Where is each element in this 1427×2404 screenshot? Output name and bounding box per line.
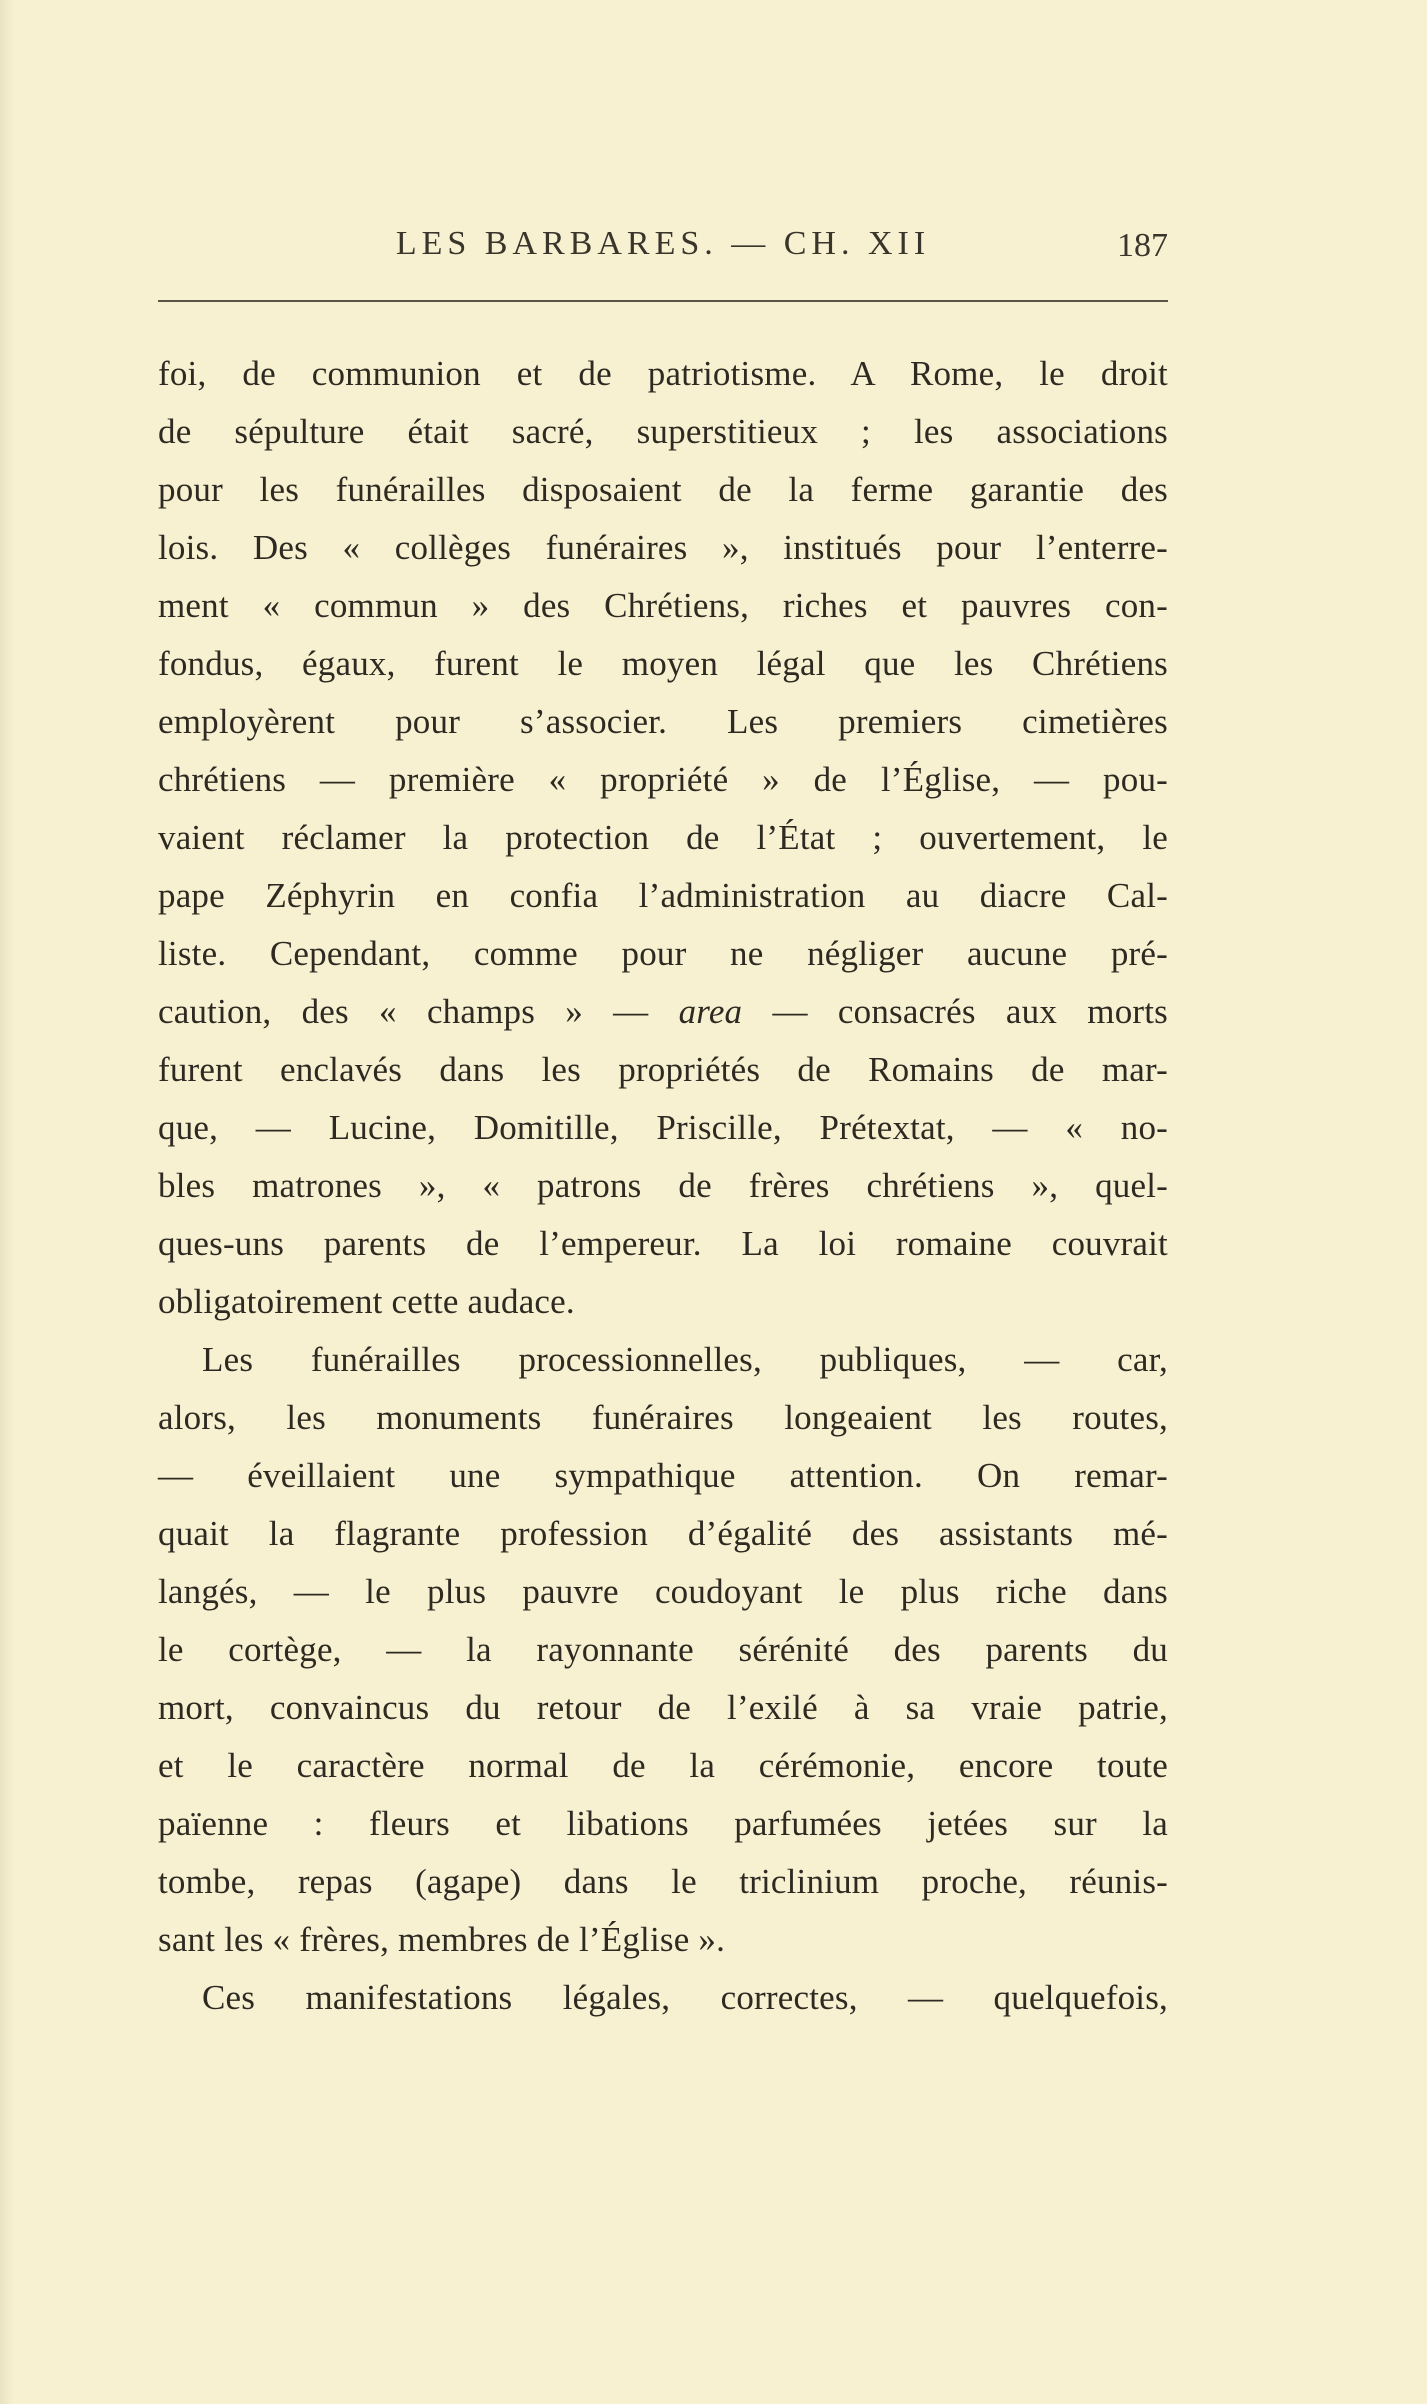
text-line: de sépulture était sacré, superstitieux ; les associations: [158, 412, 1168, 451]
text-line: païenne : fleurs et libations parfumées jetées sur la: [158, 1804, 1168, 1843]
text-line: mort, convaincus du retour de l’exilé à sa vraie patrie,: [158, 1688, 1168, 1727]
text-segment: — consacrés aux morts: [742, 992, 1168, 1031]
header-rule: [158, 300, 1168, 302]
running-title: LES BARBARES. — CH. XII: [395, 225, 931, 262]
paragraph-start: Ces manifestations légales, correctes, — quelquefois,: [202, 1978, 1168, 2017]
text-line: alors, les monuments funéraires longeaient les routes,: [158, 1398, 1168, 1437]
text-line: et le caractère normal de la cérémonie, encore toute: [158, 1746, 1168, 1785]
text-line: chrétiens — première « propriété » de l’Église, — pou-: [158, 760, 1168, 799]
text-line-with-italic: [158, 983, 1168, 1041]
text-line: ques-uns parents de l’empereur. La loi romaine couvrait: [158, 1224, 1168, 1263]
text-line: pour les funérailles disposaient de la ferme garantie des: [158, 470, 1168, 509]
page-number: 187: [1117, 227, 1168, 264]
text-line: foi, de communion et de patriotisme. A Rome, le droit: [158, 354, 1168, 393]
page-edge-shadow: [0, 0, 14, 2404]
text-line: vaient réclamer la protection de l’État ; ouvertement, le: [158, 818, 1168, 857]
text-line: obligatoirement cette audace.: [158, 1282, 575, 1321]
text-line: sant les « frères, membres de l’Église ».: [158, 1920, 726, 1959]
text-segment: caution, des « champs » —: [158, 992, 679, 1031]
text-line: pape Zéphyrin en confia l’administration au diacre Cal-: [158, 876, 1168, 915]
italic-term: area: [678, 992, 743, 1031]
text-line: que, — Lucine, Domitille, Priscille, Prétextat, — « no-: [158, 1108, 1168, 1147]
text-line: le cortège, — la rayonnante sérénité des parents du: [158, 1630, 1168, 1669]
body-text: [158, 345, 1168, 2027]
text-line: lois. Des « collèges funéraires », institués pour l’enterre-: [158, 528, 1168, 567]
text-line: ment « commun » des Chrétiens, riches et pauvres con-: [158, 586, 1168, 625]
running-head: [158, 225, 1168, 285]
text-line: bles matrones », « patrons de frères chrétiens », quel-: [158, 1166, 1168, 1205]
text-line: — éveillaient une sympathique attention. On remar-: [158, 1456, 1168, 1495]
text-line: tombe, repas (agape) dans le triclinium proche, réunis-: [158, 1862, 1168, 1901]
text-line: fondus, égaux, furent le moyen légal que les Chrétiens: [158, 644, 1168, 683]
text-line: liste. Cependant, comme pour ne négliger aucune pré-: [158, 934, 1168, 973]
paragraph-start: Les funérailles processionnelles, publiques, — car,: [202, 1340, 1168, 1379]
text-line: quait la flagrante profession d’égalité des assistants mé-: [158, 1514, 1168, 1553]
text-line: langés, — le plus pauvre coudoyant le plus riche dans: [158, 1572, 1168, 1611]
text-line: employèrent pour s’associer. Les premiers cimetières: [158, 702, 1168, 741]
text-line: furent enclavés dans les propriétés de Romains de mar-: [158, 1050, 1168, 1089]
